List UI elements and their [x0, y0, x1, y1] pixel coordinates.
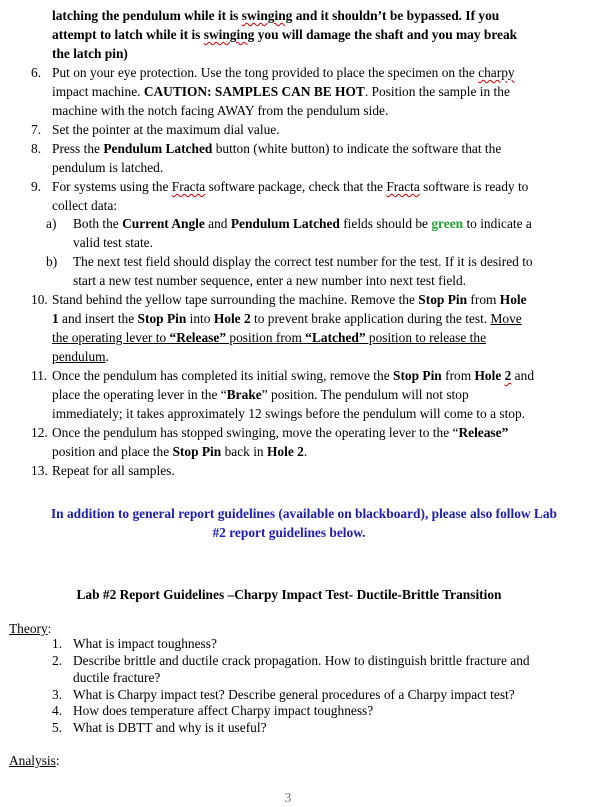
- step-9a-label: a): [46, 216, 57, 231]
- step-13-number: 13.: [31, 463, 48, 478]
- theory-item-1: What is impact toughness?: [73, 636, 217, 651]
- step-8-line-1: Press the Pendulum Latched button (white button) to indicate the software that the: [52, 141, 502, 156]
- theory-item-4-number: 4.: [52, 703, 63, 718]
- step-12-number: 12.: [31, 425, 48, 440]
- theory-item-5-number: 5.: [52, 720, 63, 735]
- step-12-line-1: Once the pendulum has stopped swinging, move the operating lever to the “Release”: [52, 425, 509, 440]
- step-13-text: Repeat for all samples.: [52, 463, 175, 478]
- step-6-line-2: impact machine. CAUTION: SAMPLES CAN BE HOT. Position the sample in the: [52, 84, 510, 99]
- theory-item-3: What is Charpy impact test? Describe general procedures of a Charpy impact test?: [73, 687, 515, 702]
- theory-item-2-line-1: Describe brittle and ductile crack propagation. How to distinguish brittle fracture and: [73, 653, 530, 668]
- step-6-number: 6.: [31, 65, 42, 80]
- theory-item-2-number: 2.: [52, 653, 63, 668]
- theory-item-1-number: 1.: [52, 636, 63, 651]
- intro-line-2: attempt to latch while it is swinging you will damage the shaft and you may break: [52, 27, 518, 42]
- intro-line-1: latching the pendulum while it is swinging and it shouldn’t be bypassed. If you: [52, 8, 500, 23]
- step-10-line-2: 1 and insert the Stop Pin into Hole 2 to prevent brake application during the test. Move: [52, 311, 522, 326]
- step-9-line-1: For systems using the Fracta software package, check that the Fracta software is ready to: [52, 179, 529, 194]
- step-8-number: 8.: [31, 141, 42, 156]
- analysis-heading: Analysis:: [9, 753, 60, 768]
- step-8-line-2: pendulum is latched.: [52, 160, 164, 175]
- step-11-line-3: immediately; it takes approximately 12 swings before the pendulum will come to a stop.: [52, 406, 526, 421]
- step-6-line-3: machine with the notch facing AWAY from the pendulum side.: [52, 103, 389, 118]
- theory-item-5: What is DBTT and why is it useful?: [73, 720, 267, 735]
- theory-item-2-line-2: ductile fracture?: [73, 670, 161, 685]
- step-10-line-4: pendulum.: [52, 349, 109, 364]
- report-notice-line-2: #2 report guidelines below.: [212, 525, 366, 540]
- step-9a-line-1: Both the Current Angle and Pendulum Latched fields should be green to indicate a: [73, 216, 532, 231]
- theory-item-4: How does temperature affect Charpy impact toughness?: [73, 703, 374, 718]
- step-11-number: 11.: [31, 368, 48, 383]
- page-number: 3: [284, 790, 292, 805]
- step-9a-line-2: valid test state.: [73, 235, 153, 250]
- guidelines-title: Lab #2 Report Guidelines –Charpy Impact Test- Ductile-Brittle Transition: [76, 587, 502, 602]
- step-9b-line-2: start a new test number sequence, enter a new number into next test field.: [73, 273, 467, 288]
- step-10-line-1: Stand behind the yellow tape surrounding the machine. Remove the Stop Pin from Hole: [52, 292, 527, 307]
- step-11-line-1: Once the pendulum has completed its initial swing, remove the Stop Pin from Hole 2 and: [52, 368, 535, 383]
- step-10-line-3: the operating lever to “Release” position from “Latched” position to release the: [52, 330, 487, 345]
- report-notice-line-1: In addition to general report guidelines (available on blackboard), please also follow Lab: [50, 506, 558, 521]
- step-7-number: 7.: [31, 122, 42, 137]
- theory-item-3-number: 3.: [52, 687, 63, 702]
- step-6-line-1: Put on your eye protection. Use the tong provided to place the specimen on the charpy: [52, 65, 515, 80]
- step-12-line-2: position and place the Stop Pin back in Hole 2.: [52, 444, 308, 459]
- step-9b-label: b): [46, 254, 58, 269]
- step-9b-line-1: The next test field should display the correct test number for the test. If it is desired to: [73, 254, 533, 269]
- intro-line-3: the latch pin): [52, 46, 128, 61]
- step-10-number: 10.: [31, 292, 48, 307]
- theory-heading: Theory:: [9, 621, 52, 636]
- step-9-line-2: collect data:: [52, 198, 118, 213]
- step-9-number: 9.: [31, 179, 42, 194]
- step-11-line-2: place the operating lever in the “Brake” position. The pendulum will not stop: [52, 387, 469, 402]
- step-7-text: Set the pointer at the maximum dial value.: [52, 122, 280, 137]
